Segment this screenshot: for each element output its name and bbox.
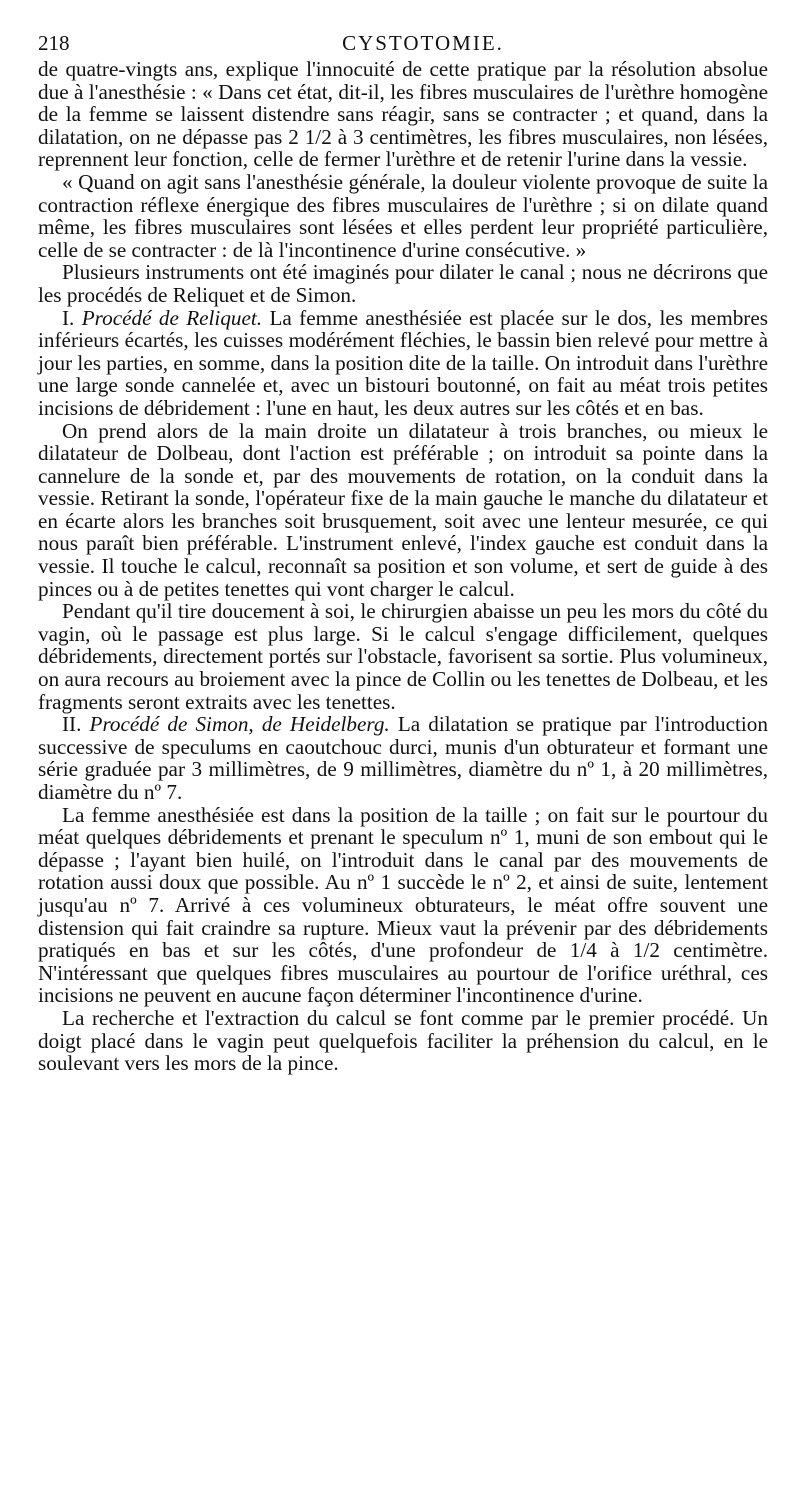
book-page: [38, 28, 768, 1075]
page-number: 218: [38, 31, 70, 55]
paragraph-text: « Quand on agit sans l'anesthésie générale, la douleur violente provoque de suite la contraction réflexe énergique des fibres musculaires de l'urèthre ; si on dilate quand même, les fibres musculaires sont lésées et elles perdent leur propriété particulière, celle de se contracter : de là l'incontinence d'urine consécutive. »: [38, 169, 768, 262]
paragraph-text: On prend alors de la main droite un dilatateur à trois branches, ou mieux le dilatateur de Dolbeau, dont l'action est préférable ; on introduit sa pointe dans la cannelure de la sonde et, par des mouvements de rotation, on la conduit dans la vessie. Retirant la sonde, l'opérateur fixe de la main gauche le manche du dilatateur et en écarte alors les branches soit brusquement, soit avec une lenteur mesurée, ce qui nous paraît bien préférable. L'instrument enlevé, l'index gauche est conduit dans la vessie. Il touche le calcul, reconnaît sa position et son volume, et sert de guide à des pinces ou à de petites tenettes qui vont charger le calcul.: [38, 418, 768, 601]
section-number: I.: [62, 305, 82, 330]
section-heading-simon: Procédé de Simon, de Heidelberg.: [89, 712, 390, 737]
paragraph-continuation: [38, 58, 768, 171]
paragraph-text: La dilatation se pratique par l'introduction successive de speculums en caoutchouc durci, munis d'un obturateur et formant une série graduée par 3 millimètres, de 9 millimètres, diamètre du nº 1, à 20 millimètres, diamètre du nº 7.: [38, 712, 768, 804]
paragraph-text: La femme anesthésiée est placée sur le dos, les membres inférieurs écartés, les cuisses modérément fléchies, le bassin bien relevé pour mettre à jour les parties, en somme, dans la position dite de la taille. On introduit dans l'urèthre une large sonde cannelée et, avec un bistouri boutonné, on fait au méat trois petites incisions de débridement : l'une en haut, les deux autres sur les côtés et en bas.: [38, 305, 768, 420]
body-text: [38, 58, 768, 1075]
paragraph-text: La recherche et l'extraction du calcul se font comme par le premier procédé. Un doigt placé dans le vagin peut quelquefois faciliter la préhension du calcul, en le soulevant vers les mors de la pince.: [38, 1005, 768, 1076]
paragraph-recherche: [38, 1007, 768, 1075]
paragraph-text: La femme anesthésiée est dans la position de la taille ; on fait sur le pourtour du méat quelques débridements et prenant le speculum nº 1, muni de son embout qui le dépasse ; l'ayant bien huilé, on l'introduit dans le canal par des mouvements de rotation aussi doux que possible. Au nº 1 succède le nº 2, et ainsi de suite, lentement jusqu'au nº 7. Arrivé à ces volumineux obturateurs, le méat offre souvent une distension qui fait craindre sa rupture. Mieux vaut la prévenir par des débridements pratiqués en bas et sur les côtés, d'une profondeur de 1/4 à 1/2 centimètre. N'intéressant que quelques fibres musculaires au pourtour de l'orifice uréthral, ces incisions ne peuvent en aucune façon déterminer l'incontinence d'urine.: [38, 802, 768, 1008]
page-header: [38, 28, 768, 58]
running-title: CYSTOTOMIE.: [342, 31, 504, 55]
section-heading-reliquet: Procédé de Reliquet.: [81, 305, 263, 330]
paragraph-speculum: [38, 804, 768, 1007]
paragraph-dilatateur: [38, 420, 768, 601]
paragraph-text: Plusieurs instruments ont été imaginés pour dilater le canal ; nous ne décrirons que les procédés de Reliquet et de Simon.: [38, 260, 768, 307]
paragraph-extraction: [38, 600, 768, 713]
paragraph-text: de quatre-vingts ans, explique l'innocuité de cette pratique par la résolution absolue due à l'anesthésie : « Dans cet état, dit-il, les fibres musculaires de l'urèthre homogène de la femme se laissent distendre sans réagir, sans se contracter ; et quand, dans la dilatation, on ne dépasse pas 2 1/2 à 3 centimètres, les fibres musculaires, non lésées, reprennent leur fonction, celle de fermer l'urèthre et de retenir l'urine dans la vessie.: [38, 57, 768, 172]
paragraph-instruments: [38, 261, 768, 306]
section-number: II.: [62, 712, 90, 737]
paragraph-simon: [38, 713, 768, 803]
paragraph-quote: [38, 171, 768, 261]
paragraph-reliquet: [38, 307, 768, 420]
paragraph-text: Pendant qu'il tire doucement à soi, le chirurgien abaisse un peu les mors du côté du vagin, où le passage est plus large. Si le calcul s'engage difficilement, quelques débridements, directement portés sur l'obstacle, favorisent sa sortie. Plus volumineux, on aura recours au broiement avec la pince de Collin ou les tenettes de Dolbeau, et les fragments seront extraits avec les tenettes.: [38, 599, 768, 714]
